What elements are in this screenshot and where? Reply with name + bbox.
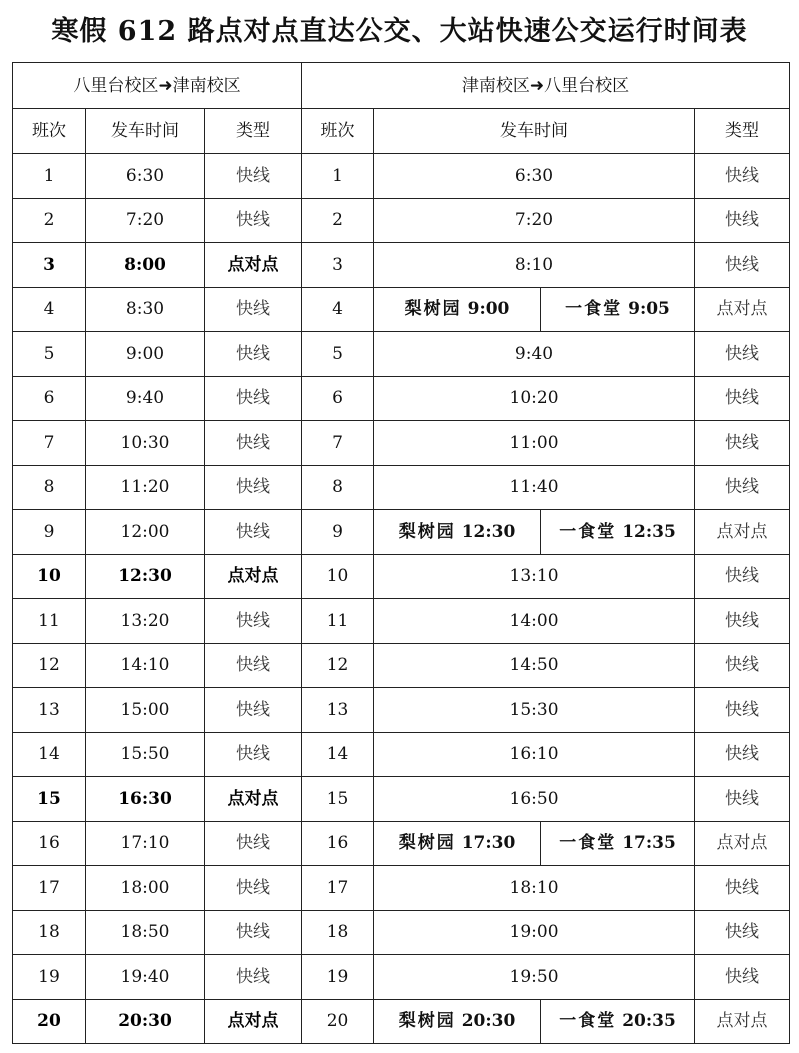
right-bus-type: 快线 (695, 198, 790, 243)
left-bus-type: 快线 (205, 688, 302, 733)
left-bus-type: 快线 (205, 421, 302, 466)
left-trip-number: 20 (13, 999, 86, 1044)
left-bus-type: 快线 (205, 732, 302, 777)
header-right-type: 类型 (695, 109, 790, 154)
right-bus-type: 快线 (695, 910, 790, 955)
right-stop-canteen (541, 821, 695, 866)
left-trip-number: 13 (13, 688, 86, 733)
right-departure-time: 19:50 (374, 955, 695, 1000)
right-trip-number: 3 (302, 243, 374, 288)
stop-time: 17:30 (461, 833, 516, 854)
left-trip-number: 4 (13, 287, 86, 332)
right-stop-liyuan (374, 510, 541, 555)
right-bus-type: 快线 (695, 688, 790, 733)
right-trip-number: 1 (302, 154, 374, 199)
left-departure-time: 18:50 (86, 910, 205, 955)
table-row (13, 688, 790, 733)
left-bus-type: 快线 (205, 510, 302, 555)
right-departure-time: 13:10 (374, 554, 695, 599)
right-departure-time: 14:00 (374, 599, 695, 644)
right-trip-number: 12 (302, 643, 374, 688)
left-trip-number: 11 (13, 599, 86, 644)
right-stop-canteen (541, 510, 695, 555)
right-stop-liyuan (374, 999, 541, 1044)
table-row (13, 554, 790, 599)
left-departure-time: 9:40 (86, 376, 205, 421)
stop-time: 12:35 (622, 521, 676, 542)
right-departure-time: 14:50 (374, 643, 695, 688)
right-trip-number: 19 (302, 955, 374, 1000)
right-trip-number: 2 (302, 198, 374, 243)
header-left-time: 发车时间 (86, 109, 205, 154)
left-bus-type: 点对点 (205, 554, 302, 599)
table-row (13, 465, 790, 510)
left-trip-number: 8 (13, 465, 86, 510)
table-row (13, 376, 790, 421)
table-row (13, 287, 790, 332)
direction-left: 八里台校区➜津南校区 (13, 63, 302, 109)
left-trip-number: 19 (13, 955, 86, 1000)
left-bus-type: 快线 (205, 465, 302, 510)
right-trip-number: 9 (302, 510, 374, 555)
left-trip-number: 15 (13, 777, 86, 822)
right-bus-type: 快线 (695, 866, 790, 911)
right-stop-canteen (541, 999, 695, 1044)
left-departure-time: 15:00 (86, 688, 205, 733)
left-bus-type: 快线 (205, 332, 302, 377)
left-departure-time: 17:10 (86, 821, 205, 866)
left-trip-number: 3 (13, 243, 86, 288)
timetable-body (13, 63, 790, 1044)
table-row (13, 999, 790, 1044)
left-trip-number: 7 (13, 421, 86, 466)
stop-name: 梨树园 (398, 1011, 456, 1032)
left-departure-time: 10:30 (86, 421, 205, 466)
left-trip-number: 10 (13, 554, 86, 599)
left-trip-number: 17 (13, 866, 86, 911)
right-bus-type: 点对点 (695, 821, 790, 866)
table-row (13, 154, 790, 199)
direction-right: 津南校区➜八里台校区 (302, 63, 790, 109)
left-bus-type: 快线 (205, 910, 302, 955)
left-departure-time: 19:40 (86, 955, 205, 1000)
right-bus-type: 快线 (695, 421, 790, 466)
stop-name: 梨树园 (398, 833, 456, 854)
left-bus-type: 快线 (205, 866, 302, 911)
left-bus-type: 点对点 (205, 243, 302, 288)
left-departure-time: 8:30 (86, 287, 205, 332)
left-bus-type: 快线 (205, 955, 302, 1000)
right-trip-number: 14 (302, 732, 374, 777)
left-departure-time: 13:20 (86, 599, 205, 644)
header-right-time: 发车时间 (374, 109, 695, 154)
table-row (13, 510, 790, 555)
header-row (13, 109, 790, 154)
left-trip-number: 1 (13, 154, 86, 199)
stop-time: 9:00 (467, 299, 510, 320)
header-left-no: 班次 (13, 109, 86, 154)
left-trip-number: 5 (13, 332, 86, 377)
right-departure-time: 16:50 (374, 777, 695, 822)
right-bus-type: 点对点 (695, 999, 790, 1044)
right-bus-type: 快线 (695, 332, 790, 377)
table-row (13, 421, 790, 466)
left-trip-number: 18 (13, 910, 86, 955)
right-trip-number: 10 (302, 554, 374, 599)
left-bus-type: 快线 (205, 198, 302, 243)
stop-name: 一食堂 (559, 521, 617, 542)
stop-time: 20:30 (461, 1011, 516, 1032)
timetable (12, 62, 790, 1044)
left-departure-time: 20:30 (86, 999, 205, 1044)
left-departure-time: 12:30 (86, 554, 205, 599)
stop-name: 梨树园 (398, 521, 456, 542)
table-row (13, 198, 790, 243)
right-bus-type: 快线 (695, 777, 790, 822)
left-bus-type: 快线 (205, 599, 302, 644)
right-trip-number: 8 (302, 465, 374, 510)
left-departure-time: 16:30 (86, 777, 205, 822)
table-row (13, 777, 790, 822)
left-bus-type: 快线 (205, 154, 302, 199)
stop-time: 17:35 (622, 833, 676, 854)
left-departure-time: 11:20 (86, 465, 205, 510)
left-departure-time: 8:00 (86, 243, 205, 288)
right-bus-type: 快线 (695, 955, 790, 1000)
right-stop-liyuan (374, 287, 541, 332)
left-trip-number: 12 (13, 643, 86, 688)
left-bus-type: 快线 (205, 821, 302, 866)
right-departure-time: 18:10 (374, 866, 695, 911)
left-bus-type: 点对点 (205, 777, 302, 822)
right-stop-liyuan (374, 821, 541, 866)
left-bus-type: 快线 (205, 643, 302, 688)
left-trip-number: 2 (13, 198, 86, 243)
right-departure-time: 9:40 (374, 332, 695, 377)
right-departure-time: 11:40 (374, 465, 695, 510)
stop-name: 一食堂 (559, 1011, 617, 1032)
right-bus-type: 快线 (695, 732, 790, 777)
left-bus-type: 点对点 (205, 999, 302, 1044)
stop-time: 20:35 (622, 1011, 676, 1032)
right-trip-number: 15 (302, 777, 374, 822)
table-row (13, 955, 790, 1000)
table-row (13, 732, 790, 777)
left-departure-time: 14:10 (86, 643, 205, 688)
left-bus-type: 快线 (205, 287, 302, 332)
right-trip-number: 18 (302, 910, 374, 955)
right-departure-time: 11:00 (374, 421, 695, 466)
left-departure-time: 6:30 (86, 154, 205, 199)
stop-name: 一食堂 (559, 833, 617, 854)
right-trip-number: 11 (302, 599, 374, 644)
right-bus-type: 快线 (695, 643, 790, 688)
right-trip-number: 6 (302, 376, 374, 421)
left-trip-number: 9 (13, 510, 86, 555)
left-departure-time: 15:50 (86, 732, 205, 777)
right-bus-type: 快线 (695, 465, 790, 510)
left-trip-number: 6 (13, 376, 86, 421)
right-bus-type: 快线 (695, 554, 790, 599)
right-departure-time: 16:10 (374, 732, 695, 777)
table-row (13, 599, 790, 644)
right-bus-type: 点对点 (695, 510, 790, 555)
stop-time: 9:05 (628, 299, 670, 320)
right-bus-type: 快线 (695, 154, 790, 199)
right-trip-number: 17 (302, 866, 374, 911)
stop-name: 一食堂 (565, 299, 623, 320)
right-bus-type: 快线 (695, 376, 790, 421)
right-trip-number: 13 (302, 688, 374, 733)
page-title: 寒假 612 路点对点直达公交、大站快速公交运行时间表 (51, 16, 748, 47)
right-trip-number: 20 (302, 999, 374, 1044)
table-row (13, 866, 790, 911)
right-trip-number: 16 (302, 821, 374, 866)
right-bus-type: 快线 (695, 243, 790, 288)
right-departure-time: 8:10 (374, 243, 695, 288)
right-departure-time: 7:20 (374, 198, 695, 243)
left-departure-time: 9:00 (86, 332, 205, 377)
right-departure-time: 15:30 (374, 688, 695, 733)
header-right-no: 班次 (302, 109, 374, 154)
right-trip-number: 7 (302, 421, 374, 466)
direction-row (13, 63, 790, 109)
right-trip-number: 4 (302, 287, 374, 332)
stop-name: 梨树园 (404, 299, 462, 320)
left-departure-time: 12:00 (86, 510, 205, 555)
table-row (13, 643, 790, 688)
left-departure-time: 7:20 (86, 198, 205, 243)
left-trip-number: 16 (13, 821, 86, 866)
header-left-type: 类型 (205, 109, 302, 154)
right-stop-canteen (541, 287, 695, 332)
right-bus-type: 快线 (695, 599, 790, 644)
left-departure-time: 18:00 (86, 866, 205, 911)
table-row (13, 243, 790, 288)
right-trip-number: 5 (302, 332, 374, 377)
table-row (13, 332, 790, 377)
right-bus-type: 点对点 (695, 287, 790, 332)
table-row (13, 821, 790, 866)
left-bus-type: 快线 (205, 376, 302, 421)
right-departure-time: 6:30 (374, 154, 695, 199)
stop-time: 12:30 (461, 521, 516, 542)
right-departure-time: 19:00 (374, 910, 695, 955)
right-departure-time: 10:20 (374, 376, 695, 421)
left-trip-number: 14 (13, 732, 86, 777)
table-row (13, 910, 790, 955)
